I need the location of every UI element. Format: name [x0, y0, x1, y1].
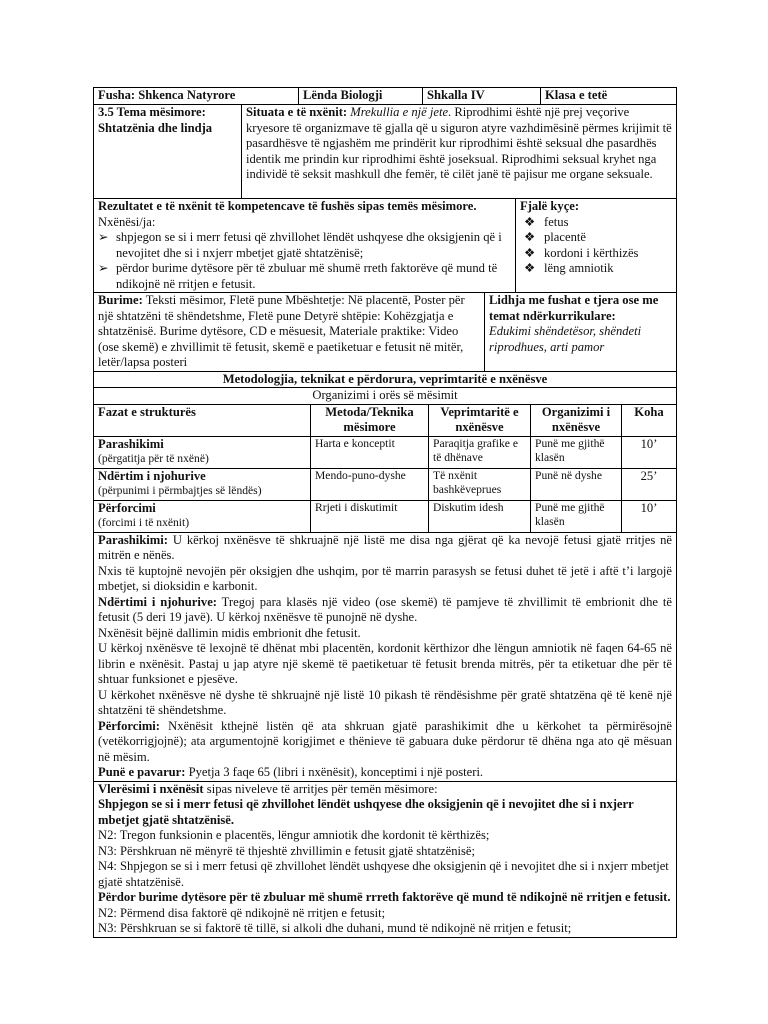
- keywords-heading: Fjalë kyçe:: [520, 199, 580, 213]
- keywords-list: [520, 215, 672, 277]
- column-header: Metoda/Teknika mësimore: [311, 404, 429, 436]
- subject-cell: Lënda Biologji: [299, 88, 423, 105]
- column-header: Veprimtaritë e nxënësve: [429, 404, 531, 436]
- diamond-bullet-icon: ❖: [524, 230, 536, 244]
- keyword-item: ❖ lëng amniotik: [524, 261, 614, 275]
- keywords-cell: [516, 199, 677, 293]
- keyword-item: ❖ kordoni i kërthizës: [524, 245, 639, 260]
- procedure-cell: Parashikimi: U kërkoj nxënësve të shkruajnë një listë me disa nga gjërat që ka nevojë fetusi gjatë rritjes në mitrën e nënës. Nxis të kuptojnë nevojën për oksigjen dhe ushqim, por të marrin parasysh se fetusi duhet të jetë i aftë t’i largojë mbetjet, si dioksidin e karbonit. Ndërtimi i njohurive: Tregoj para klasës një video (ose skemë) të pamjeve të zhvillimit të embrionit dhe të fetusit (5 deri 19 javë). U kërkoj nxënësve të punojnë në dyshe. Nxënësit bëjnë dallimin midis embrionit dhe fetusit. U kërkoj nxënësve të lexojnë të dhënat mbi placentën, kordonit kërthizor dhe lëngun amniotik në faqen 64-65 në librin e nxënësit. Pastaj u jap atyre një skemë të paetiketuar të fetusit brenda mitrës, për ta etiketuar dhe për të shtuar funksionet e pjesëve. U kërkohet nxënësve në dyshe të shkruajnë një listë 10 pikash të rëndësishme për gratë shtatzëna që të kenë një shtatzëni të shëndetshme. Përforcimi: Nxënësit kthejnë listën që ata shkruan gjatë parashikimit dhe u kërkohet ta përmirësojnë (vetëkorrigjojnë); ata argumentojnë korigjimet e thënieve të gabuara duke përdorur të dhëna nga ato që mësuan në mësim. Punë e pavarur: Pyetja 3 faqe 65 (libri i nxënësit), konceptimi i një posteri.: [94, 532, 677, 781]
- topic-cell: [94, 105, 242, 199]
- table-row: Përforcimi (forcimi i të nxënit) Rrjeti i diskutimit Diskutim idesh Punë me gjithë klasën 10’: [94, 500, 677, 532]
- assessment-table: [93, 781, 677, 938]
- resources-cell: [94, 293, 485, 372]
- diamond-bullet-icon: ❖: [524, 245, 536, 260]
- results-cell: [94, 199, 516, 293]
- table-row: Ndërtim i njohurive (përpunimi i përmbajtjes së lëndës) Mendo-puno-dyshe Të nxënit bashkëveprues Punë në dyshe 25’: [94, 468, 677, 500]
- arrow-bullet-icon: ➢: [98, 261, 109, 275]
- keyword-item: ❖ placentë: [524, 230, 586, 244]
- column-header: Koha: [622, 404, 677, 436]
- class-cell: Klasa e tetë: [541, 88, 677, 105]
- field-cell: Fusha: Shkenca Natyrore: [94, 88, 299, 105]
- column-header: Organizimi i nxënësve: [531, 404, 622, 436]
- assessment-cell: Vlerësimi i nxënësit sipas niveleve të arritjes për temën mësimore: Shpjegon se si i merr fetusi që zhvillohet lëndët ushqyese dhe oksigjenin që i nevojitet dhe si i nxjerr mbetjet gjatë shtatzënisë. N2: Tregon funksionin e placentës, lëngur amniotik dhe kordonit të kërthizës; N3: Përshkruan në mënyrë të thjeshtë zhvillimin e fetusit gjatë shtatzënisë; N4: Shpjegon se si i merr fetusi që zhvillohet lëndët ushqyese dhe oksigjenin që i nevojitet dhe si i nxjerr mbetjet gjatë shtatzënisë. Përdor burime dytësore për të zbuluar më shumë rrreth faktorëve që mund të ndikojnë në rritjen e fetusit. N2: Përmend disa faktorë që ndikojnë në rritjen e fetusit; N3: Përshkruan se si faktorë të tillë, si alkoli dhe duhani, mund të ndikojnë në rritjen e fetusit;: [94, 781, 677, 937]
- situation-text: . Riprodhimi është një prej veçorive kryesore të organizmave të gjalla që u siguron atyre vazhdimësinë përmes krijimit të pasardhësve të ngjashëm me prindërit kur riprodhimi është seksual dhe pasardhës identik me prindin kur riprodhimi është joseksual. Riprodhimi seksual kryhet nga individë të seksit mashkull dhe femër, të cilët janë të pajisur me organe seksuale.: [246, 105, 672, 181]
- table-row: Parashikimi (përgatitja për të nxënë) Harta e konceptit Paraqitja grafike e të dhënave Punë me gjithë klasën 10’: [94, 436, 677, 468]
- resources-text: Teksti mësimor, Fletë pune Mbështetje: Në placentë, Poster për një shtatzëni të shëndetshme, Fletë pune Detyrë shtëpie: Kohëzgjatja e shtatzënisë. Burime dytësore, CD e mësuesit, Materiale praktike: Video (ose skemë) e zhvillimit të fetusit, skemë e paetiketuar e fetusit në mitër, letër/lapsa posteri: [98, 293, 465, 369]
- results-heading: Rezultatet e të nxënit të kompetencave të fushës sipas temës mësimore.: [98, 199, 477, 213]
- results-intro: Nxënësi/ja:: [98, 214, 156, 229]
- level-cell: Shkalla IV: [423, 88, 541, 105]
- keyword-item: ❖ fetus: [524, 214, 569, 229]
- topic-label: 3.5 Tema mësimore:: [98, 105, 206, 119]
- resources-label: Burime:: [98, 293, 143, 307]
- lesson-plan-document: [93, 87, 677, 938]
- header-table: [93, 87, 677, 105]
- list-item: ➢ shpjegon se si i merr fetusi që zhvillohet lëndët ushqyese dhe oksigjenin që i nevojitet dhe si i nxjerr mbetjet gjatë shtatzënisë;: [98, 230, 502, 260]
- links-cell: [485, 293, 677, 372]
- links-text: Edukimi shëndetësor, shëndeti riprodhues, arti pamor: [489, 324, 642, 354]
- procedure-table: [93, 532, 677, 782]
- column-header: Fazat e strukturës: [94, 404, 311, 436]
- resources-table: [93, 292, 677, 372]
- method-heading: Metodologjia, teknikat e përdorura, veprimtaritë e nxënësve: [94, 371, 677, 388]
- method-heading-table: [93, 371, 677, 405]
- list-item: ➢ përdor burime dytësore për të zbuluar më shumë rreth faktorëve që mund të ndikojnë në rritjen e fetusit.: [98, 261, 498, 291]
- results-list: [98, 230, 511, 292]
- results-table: [93, 198, 677, 293]
- diamond-bullet-icon: ❖: [524, 214, 536, 229]
- arrow-bullet-icon: ➢: [98, 230, 109, 244]
- topic-table: [93, 104, 677, 199]
- situation-cell: [242, 105, 677, 199]
- topic-title: Shtatzënia dhe lindja: [98, 120, 213, 135]
- method-table: [93, 404, 677, 533]
- situation-label: Situata e të nxënit:: [246, 105, 348, 119]
- diamond-bullet-icon: ❖: [524, 261, 536, 275]
- links-heading: Lidhja me fushat e tjera ose me temat ndërkurrikulare:: [489, 293, 659, 323]
- situation-title: Mrekullia e një jete: [350, 105, 449, 119]
- method-subheading: Organizimi i orës së mësimit: [94, 388, 677, 405]
